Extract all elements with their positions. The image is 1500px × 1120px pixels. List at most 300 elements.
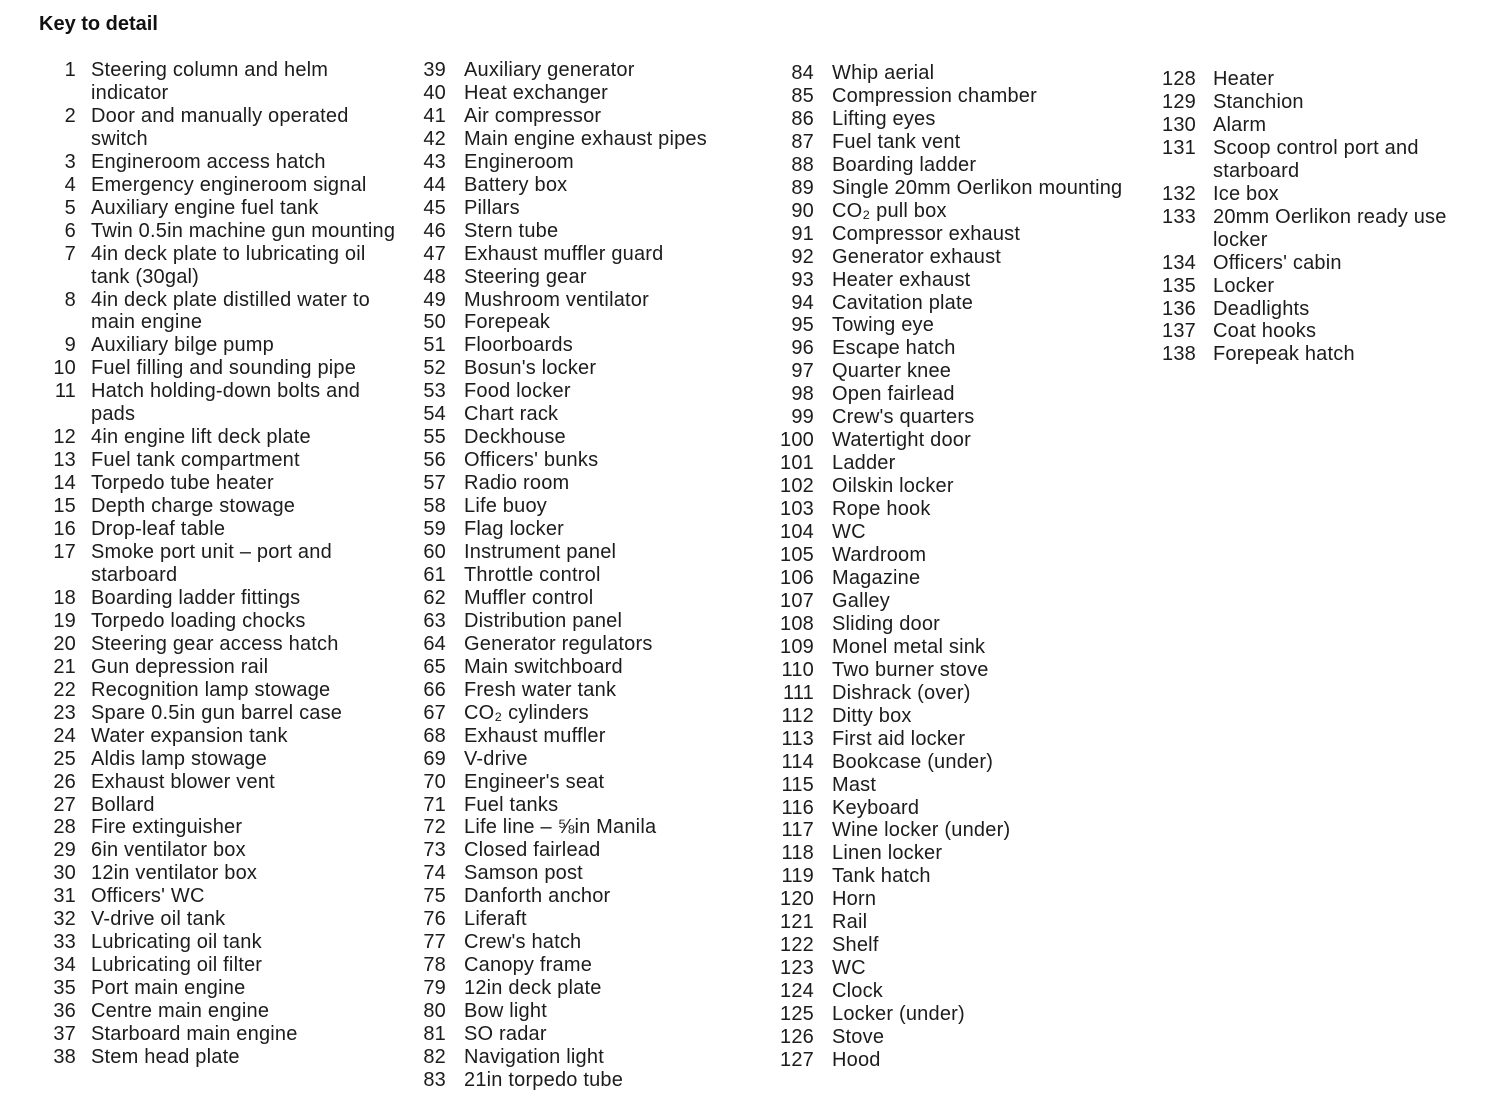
- key-item: [40, 862, 400, 885]
- key-item-label: Open fairlead: [832, 383, 955, 406]
- key-item-label: Compression chamber: [832, 84, 1037, 107]
- key-item-number: 5: [64, 196, 76, 219]
- key-item-label: Main engine exhaust pipes: [464, 127, 707, 150]
- key-item-label: Escape hatch: [832, 337, 956, 360]
- key-item-number: 28: [53, 816, 76, 839]
- key-item-number: 12: [53, 426, 76, 449]
- key-item-label: Officers' bunks: [464, 449, 599, 472]
- key-item: [40, 633, 400, 656]
- key-item-label: Fire extinguisher: [91, 816, 243, 839]
- key-item: [40, 243, 400, 289]
- key-item-label: Boarding ladder fittings: [91, 586, 301, 609]
- key-item-label: SO radar: [464, 1023, 547, 1046]
- key-item-number: 67: [423, 701, 446, 724]
- key-item: [412, 311, 772, 334]
- key-item-number: 60: [423, 541, 446, 564]
- key-item-number: 92: [791, 245, 814, 268]
- key-item-number: 127: [780, 1048, 814, 1071]
- key-item-label: Hood: [832, 1048, 881, 1071]
- key-item-number: 129: [1162, 90, 1196, 113]
- key-item-number: 55: [423, 426, 446, 449]
- key-item-number: 32: [53, 908, 76, 931]
- key-item-label: Bow light: [464, 1000, 547, 1023]
- key-item: [40, 771, 400, 794]
- key-item: [412, 1069, 772, 1092]
- key-item: [412, 977, 772, 1000]
- key-item-label: Starboard main engine: [91, 1023, 298, 1046]
- key-item: [40, 289, 400, 335]
- key-item: [412, 1023, 772, 1046]
- key-item: [778, 314, 1138, 337]
- key-item-number: 108: [780, 612, 814, 635]
- key-item-label: Exhaust blower vent: [91, 770, 275, 793]
- key-item-label: Scoop control port and starboard: [1213, 136, 1419, 182]
- key-item: [778, 980, 1138, 1003]
- key-item-number: 57: [423, 472, 446, 495]
- key-item: [412, 518, 772, 541]
- key-item-number: 69: [423, 747, 446, 770]
- key-item-number: 53: [423, 380, 446, 403]
- key-item: [40, 449, 400, 472]
- key-item: [778, 728, 1138, 751]
- key-item-label: Exhaust muffler: [464, 724, 606, 747]
- key-item-number: 30: [53, 862, 76, 885]
- key-item: [412, 59, 772, 82]
- key-item-number: 105: [780, 544, 814, 567]
- key-item: [778, 567, 1138, 590]
- key-item: [40, 839, 400, 862]
- key-item-label: Muffler control: [464, 586, 594, 609]
- key-item-label: Food locker: [464, 380, 571, 403]
- key-item-label: Linen locker: [832, 842, 943, 865]
- key-item: [412, 82, 772, 105]
- key-item: [778, 62, 1138, 85]
- key-item-number: 110: [781, 658, 814, 681]
- key-item-number: 106: [780, 566, 814, 589]
- key-item-label: Fresh water tank: [464, 678, 617, 701]
- key-item-number: 78: [423, 954, 446, 977]
- key-item-label: Monel metal sink: [832, 635, 986, 658]
- key-item-number: 137: [1162, 320, 1196, 343]
- key-item: [778, 1049, 1138, 1072]
- key-item-number: 14: [53, 472, 76, 495]
- key-item-label: Fuel filling and sounding pipe: [91, 357, 357, 380]
- key-item: [412, 105, 772, 128]
- key-item-number: 123: [780, 957, 814, 980]
- key-item-number: 111: [782, 681, 814, 704]
- key-item-number: 20: [53, 632, 76, 655]
- key-item-number: 75: [423, 885, 446, 908]
- key-item-label: Locker (under): [832, 1003, 965, 1026]
- key-item: [40, 679, 400, 702]
- key-item-number: 3: [64, 150, 76, 173]
- key-item: [40, 656, 400, 679]
- key-item: [778, 590, 1138, 613]
- key-item-number: 29: [53, 839, 76, 862]
- key-item-number: 128: [1162, 68, 1196, 90]
- key-item-number: 134: [1162, 251, 1196, 274]
- key-item-number: 17: [53, 541, 76, 564]
- key-item-label: Water expansion tank: [91, 724, 288, 747]
- key-item-label: Battery box: [464, 173, 568, 196]
- key-item-number: 118: [781, 842, 814, 865]
- key-item-label: Engineer's seat: [464, 770, 605, 793]
- key-item-label: Horn: [832, 888, 877, 911]
- key-item-label: 12in ventilator box: [91, 862, 258, 885]
- key-item-number: 76: [423, 908, 446, 931]
- key-item-number: 79: [423, 977, 446, 1000]
- key-item: [40, 977, 400, 1000]
- key-item-number: 94: [791, 291, 814, 314]
- key-item-label: Danforth anchor: [464, 885, 611, 908]
- key-item: [40, 954, 400, 977]
- key-item-number: 27: [53, 793, 76, 816]
- key-item-number: 101: [780, 452, 814, 475]
- key-item: [412, 908, 772, 931]
- key-item-label: Forepeak: [464, 311, 551, 334]
- key-item-label: 4in engine lift deck plate: [91, 426, 311, 449]
- key-item-label: Radio room: [464, 472, 570, 495]
- key-item-number: 7: [64, 242, 76, 265]
- key-item-number: 133: [1162, 205, 1196, 228]
- key-item: [778, 751, 1138, 774]
- key-item-label: Spare 0.5in gun barrel case: [91, 701, 343, 724]
- key-item: [778, 797, 1138, 820]
- key-item-label: Chart rack: [464, 403, 559, 426]
- key-item-number: 116: [781, 796, 814, 819]
- key-item-number: 85: [791, 84, 814, 107]
- key-item: [412, 449, 772, 472]
- key-item-label: Bollard: [91, 793, 155, 816]
- key-item-label: Heater exhaust: [832, 268, 971, 291]
- key-item-label: Canopy frame: [464, 954, 593, 977]
- key-item-label: Pillars: [464, 196, 520, 219]
- key-item-label: Shelf: [832, 934, 879, 957]
- key-item: [778, 85, 1138, 108]
- key-item: [40, 518, 400, 541]
- key-item: [412, 610, 772, 633]
- key-item: [778, 154, 1138, 177]
- key-item-number: 38: [53, 1045, 76, 1068]
- key-item: [412, 885, 772, 908]
- key-item: [778, 934, 1138, 957]
- key-item: [1158, 183, 1478, 206]
- key-item: [1158, 275, 1478, 298]
- key-item: [778, 269, 1138, 292]
- key-item-number: 24: [53, 724, 76, 747]
- key-item: [1158, 137, 1478, 183]
- key-item: [412, 289, 772, 312]
- key-item-number: 73: [423, 839, 446, 862]
- key-item: [412, 931, 772, 954]
- key-item-number: 45: [423, 196, 446, 219]
- key-item-label: 20mm Oerlikon ready use locker: [1213, 205, 1447, 251]
- key-item-number: 71: [423, 793, 446, 816]
- key-item-number: 99: [791, 406, 814, 429]
- key-item-label: Hatch holding-down bolts and pads: [91, 380, 361, 426]
- key-item: [778, 521, 1138, 544]
- key-item-label: Heat exchanger: [464, 81, 609, 104]
- key-item: [412, 128, 772, 151]
- key-item: [778, 774, 1138, 797]
- key-item-label: Two burner stove: [832, 658, 989, 681]
- key-item-label: Floorboards: [464, 334, 573, 357]
- key-item-label: V-drive oil tank: [91, 908, 226, 931]
- key-item-label: Oilskin locker: [832, 475, 954, 498]
- key-item-label: Centre main engine: [91, 1000, 270, 1023]
- key-item-label: Main switchboard: [464, 655, 623, 678]
- key-item-number: 130: [1162, 113, 1196, 136]
- key-item: [412, 174, 772, 197]
- key-item: [778, 682, 1138, 705]
- key-item-number: 115: [781, 773, 814, 796]
- key-item-number: 89: [791, 176, 814, 199]
- key-item: [412, 1046, 772, 1069]
- key-item: [40, 931, 400, 954]
- key-item-number: 47: [423, 242, 446, 265]
- key-item-number: 62: [423, 586, 446, 609]
- key-item: [778, 383, 1138, 406]
- key-item: [412, 472, 772, 495]
- key-item: [40, 495, 400, 518]
- key-item: [412, 151, 772, 174]
- key-item: [412, 748, 772, 771]
- key-item-label: 12in deck plate: [464, 977, 602, 1000]
- key-item: [778, 475, 1138, 498]
- key-item-label: Recognition lamp stowage: [91, 678, 331, 701]
- key-item-label: Alarm: [1213, 113, 1267, 136]
- key-item: [778, 865, 1138, 888]
- key-item: [412, 334, 772, 357]
- key-item-label: First aid locker: [832, 727, 966, 750]
- key-item: [40, 380, 400, 426]
- key-item-label: Air compressor: [464, 104, 602, 127]
- key-item-label: Auxiliary engine fuel tank: [91, 196, 319, 219]
- key-item-number: 18: [53, 586, 76, 609]
- key-item: [1158, 91, 1478, 114]
- key-item-number: 13: [53, 449, 76, 472]
- key-item-label: Ice box: [1213, 182, 1279, 205]
- key-item-label: Torpedo tube heater: [91, 472, 274, 495]
- key-item: [778, 406, 1138, 429]
- key-item: [412, 243, 772, 266]
- key-item: [778, 108, 1138, 131]
- key-item-label: Fuel tank compartment: [91, 449, 300, 472]
- key-item-number: 41: [423, 104, 446, 127]
- key-item-label: Fuel tanks: [464, 793, 559, 816]
- key-item-number: 61: [423, 563, 446, 586]
- key-item-label: Officers' WC: [91, 885, 205, 908]
- key-item-number: 117: [781, 819, 814, 842]
- key-item-number: 88: [791, 153, 814, 176]
- key-item-label: Aldis lamp stowage: [91, 747, 267, 770]
- key-item: [412, 357, 772, 380]
- key-item: [778, 705, 1138, 728]
- key-item-number: 64: [423, 632, 446, 655]
- key-item-label: Magazine: [832, 566, 921, 589]
- key-item-number: 59: [423, 518, 446, 541]
- key-item-number: 125: [780, 1003, 814, 1026]
- key-item-label: Mast: [832, 773, 877, 796]
- key-item-label: Gun depression rail: [91, 655, 269, 678]
- key-item-label: Quarter knee: [832, 360, 952, 383]
- key-item: [778, 452, 1138, 475]
- key-item: [412, 816, 772, 839]
- key-item: [778, 1003, 1138, 1026]
- key-item-number: 90: [791, 199, 814, 222]
- key-item: [40, 220, 400, 243]
- key-item: [778, 842, 1138, 865]
- key-item-number: 40: [423, 81, 446, 104]
- key-item-number: 87: [791, 130, 814, 153]
- key-item-number: 109: [780, 635, 814, 658]
- key-item-label: CO₂ pull box: [832, 199, 947, 222]
- key-item-label: Bosun's locker: [464, 357, 597, 380]
- key-item: [412, 656, 772, 679]
- key-item: [412, 954, 772, 977]
- key-item-label: Galley: [832, 589, 890, 612]
- key-item: [1158, 320, 1478, 343]
- key-item-label: Towing eye: [832, 314, 935, 337]
- key-item-label: Lubricating oil tank: [91, 931, 262, 954]
- key-item-number: 70: [423, 770, 446, 793]
- key-item-label: Cavitation plate: [832, 291, 974, 314]
- key-item: [778, 223, 1138, 246]
- key-item-label: Officers' cabin: [1213, 251, 1342, 274]
- key-item: [778, 1026, 1138, 1049]
- key-item-label: WC: [832, 957, 866, 980]
- key-item-number: 82: [423, 1045, 446, 1068]
- key-item: [1158, 114, 1478, 137]
- key-item-label: WC: [832, 521, 866, 544]
- key-item: [778, 429, 1138, 452]
- key-item-number: 86: [791, 107, 814, 130]
- key-item-number: 65: [423, 655, 446, 678]
- key-item-label: Deckhouse: [464, 426, 566, 449]
- key-item-number: 112: [781, 704, 814, 727]
- key-item-label: Closed fairlead: [464, 839, 601, 862]
- key-item-label: Liferaft: [464, 908, 527, 931]
- key-item-number: 4: [64, 173, 76, 196]
- key-item-label: V-drive: [464, 747, 528, 770]
- key-item: [412, 633, 772, 656]
- key-item-label: Auxiliary generator: [464, 59, 635, 81]
- key-item-label: Steering gear: [464, 265, 587, 288]
- key-item: [40, 1046, 400, 1069]
- key-item-number: 122: [780, 934, 814, 957]
- key-item-label: Whip aerial: [832, 62, 935, 84]
- key-item-number: 51: [423, 334, 446, 357]
- key-item: [40, 885, 400, 908]
- key-item: [412, 403, 772, 426]
- key-item-label: Forepeak hatch: [1213, 343, 1355, 366]
- key-item-number: 132: [1162, 182, 1196, 205]
- key-item-number: 1: [64, 59, 76, 81]
- key-item-label: Heater: [1213, 68, 1275, 90]
- key-item: [778, 911, 1138, 934]
- key-item-number: 33: [53, 931, 76, 954]
- key-column-4: [1158, 68, 1478, 366]
- key-item-number: 131: [1162, 136, 1196, 159]
- key-item-label: Watertight door: [832, 429, 971, 452]
- key-item-label: Crew's hatch: [464, 931, 582, 954]
- key-item-label: Compressor exhaust: [832, 222, 1021, 245]
- key-item-number: 9: [64, 334, 76, 357]
- key-item-label: Flag locker: [464, 518, 565, 541]
- key-item-number: 22: [53, 678, 76, 701]
- key-item-label: Stove: [832, 1026, 885, 1049]
- key-item-number: 81: [423, 1023, 446, 1046]
- key-item: [778, 200, 1138, 223]
- key-item-number: 119: [781, 865, 814, 888]
- page-title: Key to detail: [39, 13, 158, 35]
- key-item: [412, 197, 772, 220]
- key-item-label: 4in deck plate to lubricating oil tank (30gal): [91, 242, 366, 288]
- key-item-label: Dishrack (over): [832, 681, 971, 704]
- key-item-label: Port main engine: [91, 977, 246, 1000]
- key-item-number: 34: [53, 954, 76, 977]
- key-item-number: 102: [780, 475, 814, 498]
- key-item-number: 36: [53, 1000, 76, 1023]
- key-item-number: 25: [53, 747, 76, 770]
- key-item-label: Ladder: [832, 452, 896, 475]
- key-item-number: 138: [1162, 343, 1196, 366]
- key-item-number: 74: [423, 862, 446, 885]
- key-item-label: Steering column and helm indicator: [91, 59, 329, 104]
- key-item-label: Stem head plate: [91, 1045, 240, 1068]
- key-item: [40, 748, 400, 771]
- key-item-label: Clock: [832, 980, 884, 1003]
- key-item: [412, 380, 772, 403]
- key-item: [40, 59, 400, 105]
- key-item-label: Generator regulators: [464, 632, 653, 655]
- key-item: [1158, 298, 1478, 321]
- key-item: [40, 334, 400, 357]
- key-item: [40, 1000, 400, 1023]
- key-item: [40, 541, 400, 587]
- key-item-label: Mushroom ventilator: [464, 288, 649, 311]
- key-item-number: 135: [1162, 274, 1196, 297]
- key-item-label: Auxiliary bilge pump: [91, 334, 274, 357]
- key-item-label: Lubricating oil filter: [91, 954, 263, 977]
- key-item: [778, 957, 1138, 980]
- key-item-label: Torpedo loading chocks: [91, 609, 306, 632]
- key-item-number: 52: [423, 357, 446, 380]
- key-item-number: 120: [780, 888, 814, 911]
- key-item-label: 21in torpedo tube: [464, 1068, 624, 1091]
- key-item-number: 2: [64, 104, 76, 127]
- key-item: [412, 1000, 772, 1023]
- key-item: [1158, 343, 1478, 366]
- key-item-number: 91: [791, 222, 814, 245]
- key-item: [412, 587, 772, 610]
- key-item-label: Samson post: [464, 862, 583, 885]
- key-item: [40, 105, 400, 151]
- key-item-number: 63: [423, 609, 446, 632]
- key-item-label: 4in deck plate distilled water to main engine: [91, 288, 370, 334]
- key-item-label: Ditty box: [832, 704, 912, 727]
- key-item-label: 6in ventilator box: [91, 839, 246, 862]
- key-item: [40, 357, 400, 380]
- key-item-number: 83: [423, 1068, 446, 1091]
- key-item-number: 16: [53, 518, 76, 541]
- key-item-label: Emergency engineroom signal: [91, 173, 367, 196]
- key-item-number: 35: [53, 977, 76, 1000]
- key-item-label: Locker: [1213, 274, 1275, 297]
- key-item: [412, 426, 772, 449]
- key-item-number: 97: [791, 360, 814, 383]
- key-item-number: 107: [780, 589, 814, 612]
